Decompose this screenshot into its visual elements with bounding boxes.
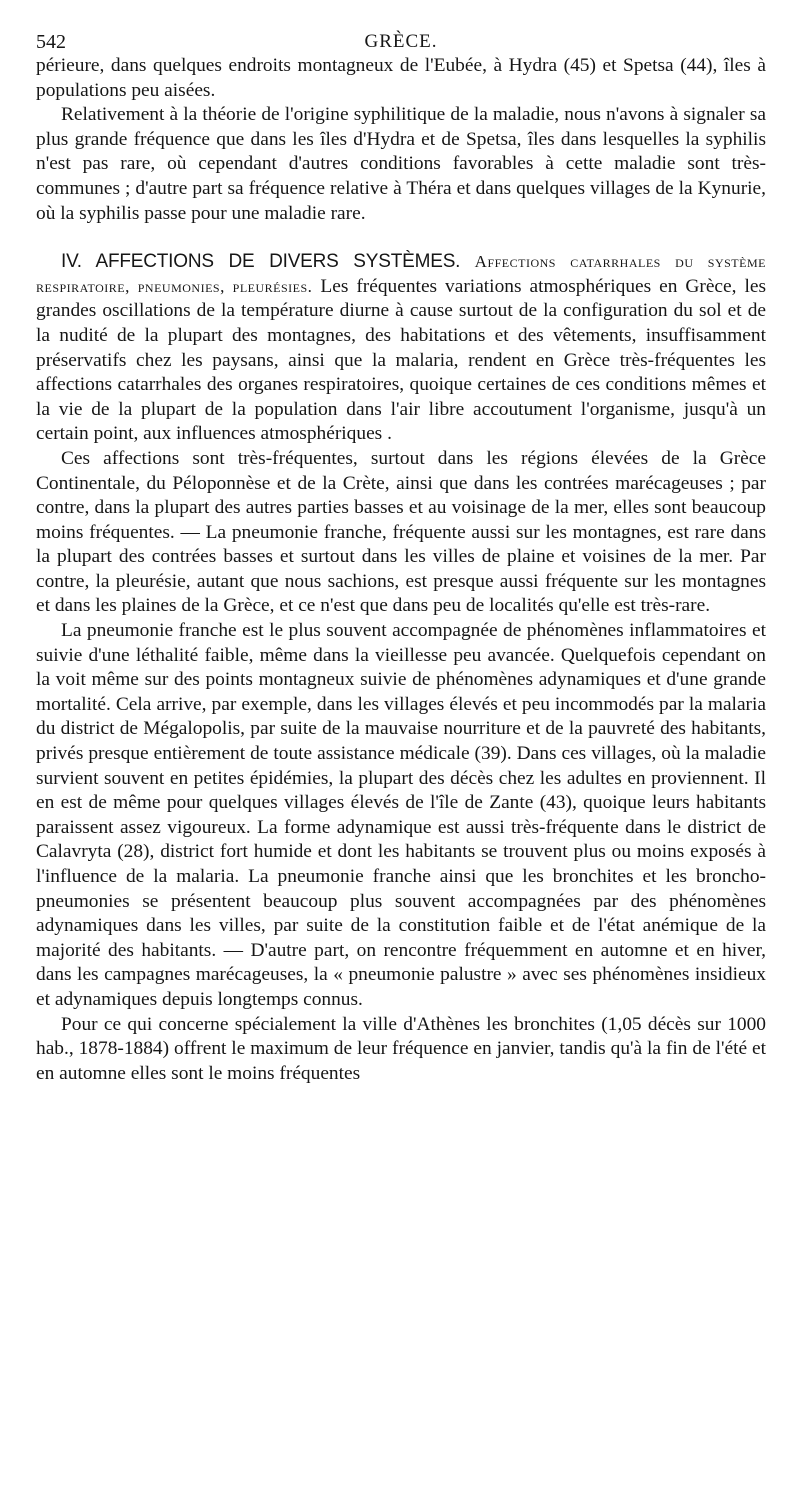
section-subtitle: Affections catarrhales du système respiratoire, pneumonies, pleurésies. — [36, 252, 766, 296]
section-paragraph-respiratory — [36, 250, 766, 447]
book-page — [36, 30, 766, 1086]
paragraph-syphilitic-theory: Relativement à la théorie de l'origine syphilitique de la maladie, nous n'avons à signaler sa plus grande fréquence que dans les îles d'Hydra et de Spetsa, îles dans lesquelles la syphilis n'est pas rare, où cependant d'autres conditions favorables à cette maladie sont très-communes ; d'autre part sa fréquence relative à Théra et dans quelques villages de la Kynurie, où la syphilis passe pour une maladie rare. — [36, 104, 766, 224]
paragraph-pneumonia: La pneumonie franche est le plus souvent accompagnée de phénomènes inflammatoires et suivie d'une léthalité faible, même dans la vieillesse peu avancée. Quelquefois cependant on la voit même sur des points montagneux suivie de phénomènes adynamiques et d'une grande mortalité. Cela arrive, par exemple, dans les villages élevés et peu incommodés par la malaria du district de Mégalopolis, par suite de la mauvaise nourriture et de la pauvreté des habitants, privés presque entièrement de toute assistance médicale (39). Dans ces villages, où la maladie survient souvent en petites épidémies, la plupart des décès chez les adultes en proviennent. Il en est de même pour quelques villages élevés de l'île de Zante (43), quoique leurs habitants paraissent assez vigoureux. La forme adynamique est aussi très-fréquente dans le district de Calavryta (28), district fort humide et dont les habitants se trouvent plus ou moins exposés à l'influence de la malaria. La pneumonie franche ainsi que les bronchites et les broncho-pneumonies se présentent beaucoup plus souvent accompagnées par des phénomènes adynamiques dans les villes, par suite de la constitution faible et de l'état anémique de la majorité des habitants. — D'autre part, on rencontre fréquemment en automne et en hiver, dans les campagnes marécageuses, la « pneumonie palustre » avec ses phénomènes insidieux et adynamiques depuis longtemps connus. — [36, 620, 766, 1010]
section-paragraph-text: Les fréquentes variations atmosphériques en Grèce, les grandes oscillations de la température diurne à cause surtout de la configuration du sol et de la nudité de la plupart des montagnes, des habitations et des vêtements, insuffisamment préservatifs chez les paysans, ainsi que la malaria, rendent en Grèce très-fréquentes les affections catarrhales des organes respiratoires, quoique certaines de ces conditions mêmes et la vie de la plupart de la population dans l'air libre accoutument l'organisme, jusqu'à un certain point, aux influences atmosphériques . — [36, 275, 766, 445]
body-text — [36, 54, 766, 1086]
page-number: 542 — [36, 31, 66, 53]
paragraph-athens: Pour ce qui concerne spécialement la ville d'Athènes les bronchites (1,05 décès sur 1000 hab., 1878-1884) offrent le maximum de leur fréquence en janvier, tandis qu'à la fin de l'été et en automne elles sont le moins fréquentes — [36, 1013, 766, 1084]
section-title: IV. AFFECTIONS DE DIVERS SYSTÈMES. — [61, 251, 461, 273]
section-spacer — [36, 226, 766, 250]
page-header — [36, 30, 766, 54]
paragraph-continuation: périeure, dans quelques endroits montagneux de l'Eubée, à Hydra (45) et Spetsa (44), îles à populations peu aisées. — [36, 55, 766, 101]
paragraph-frequency: Ces affections sont très-fréquentes, surtout dans les régions élevées de la Grèce Continentale, du Péloponnèse et de la Crète, ainsi que dans les contrées marécageuses ; par contre, dans la plupart des autres parties basses et au voisinage de la mer, elles sont beaucoup moins fréquentes. — La pneumonie franche, fréquente aussi sur les montagnes, est rare dans la plupart des contrées basses et surtout dans les villes de plaine et voisines de la mer. Par contre, la pleurésie, autant que nous sachions, est presque aussi fréquente sur les montagnes et dans les plaines de la Grèce, et ce n'est que dans peu de localités qu'elle est très-rare. — [36, 447, 766, 617]
running-head: GRÈCE. — [364, 31, 438, 52]
